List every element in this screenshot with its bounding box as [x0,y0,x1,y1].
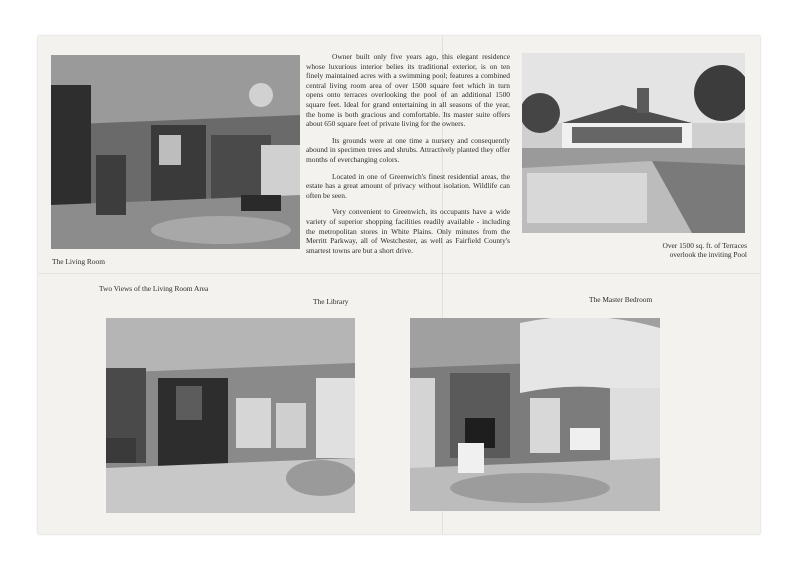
terraces-caption-line1: Over 1500 sq. ft. of Terraces [662,241,747,250]
terraces-caption-line2: overlook the inviting Pool [669,250,747,259]
description-text [306,52,510,262]
library-photo [106,318,355,513]
paragraph-4: Very convenient to Greenwich, its occupants have a wide variety of superior shopping facilities readily available - including the metropolitan stores in White Plains. Only minutes from the Merritt Parkway, all of Westchester, as well as Fairfield County's smartest towns are but a short drive. [306,207,510,255]
living-room-caption: The Living Room [52,257,105,266]
paragraph-1: Owner built only five years ago, this elegant residence whose luxurious interior belies its traditional exterior, is on ten finely maintained acres with a swimming pool; features a combined central living room area of over 1500 square feet which in turn opens onto terraces overlooking the pool of an additional 1500 square feet. Ideal for grand entertaining in all seasons of the year, the home is both gracious and comfortable. Its master suite offers about 650 square feet of private living for the owners. [306,52,510,129]
terraces-caption [662,241,747,259]
master-bedroom-caption: The Master Bedroom [589,295,653,304]
living-room-photo [51,55,300,249]
horizontal-crease [38,273,760,274]
master-bedroom-photo [410,318,660,511]
library-caption: The Library [313,297,349,306]
paragraph-2: Its grounds were at one time a nursery and consequently abound in specimen trees and shrubs. Attractively planted they offer months of everchanging colors. [306,135,510,164]
brochure-page [38,36,760,534]
paragraph-3: Located in one of Greenwich's finest residential areas, the estate has a great amount of privacy without isolation. Wildlife can often be seen. [306,171,510,200]
pool-terrace-photo [522,53,745,233]
two-views-heading: Two Views of the Living Room Area [99,284,209,293]
